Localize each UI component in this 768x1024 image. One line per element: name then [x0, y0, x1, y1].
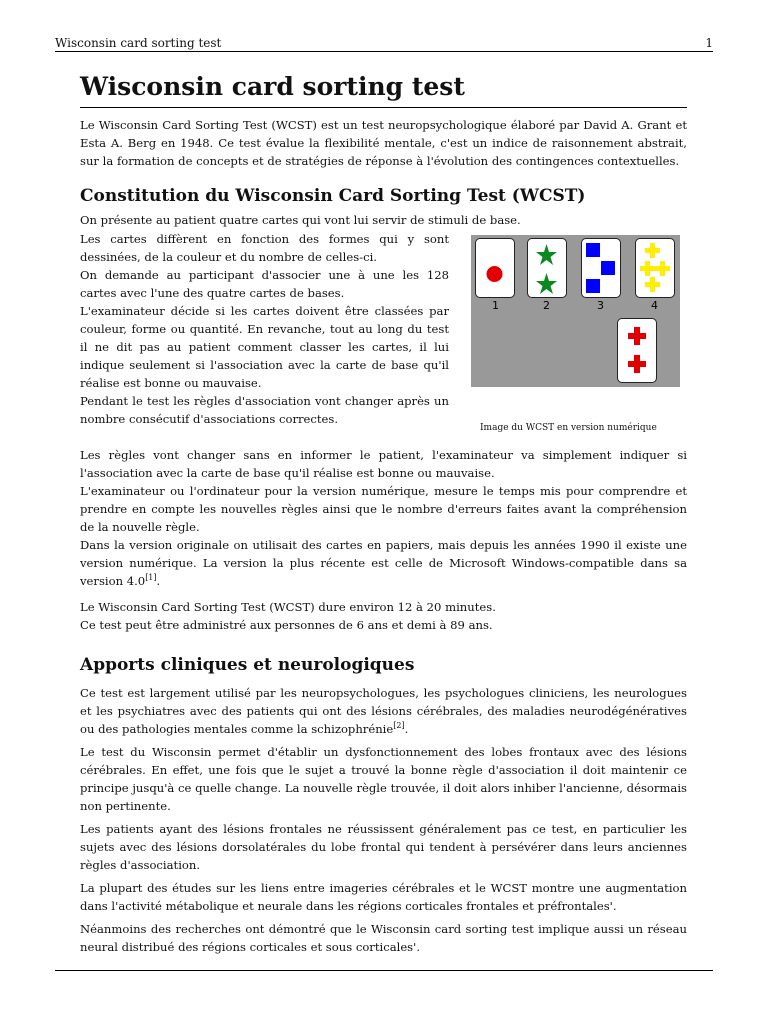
citation-link[interactable]: [1] — [145, 573, 157, 583]
stimulus-card-2 — [527, 238, 567, 298]
paragraph: On demande au participant d'associer une à une les 128 cartes avec l'une des quatre cartes de bases. — [80, 268, 449, 300]
article-body — [80, 70, 687, 956]
card-number-4: 4 — [651, 299, 658, 312]
stimulus-card-1 — [475, 238, 515, 298]
stimulus-card-4 — [635, 238, 675, 298]
paragraph: Le test du Wisconsin permet d'établir un dysfonctionnement des lobes frontaux avec des lésions cérébrales. En effet, une fois que le sujet a trouvé la bonne règle d'association il doit maintenir ce principe jusqu'à ce quelle change. La nouvelle règle trouvée, il doit alors inhiber l'ancienne, désormais non pertinente. — [80, 745, 687, 813]
circle-icon — [476, 239, 513, 296]
figure-caption: Image du WCST en version numérique — [480, 423, 657, 433]
page-header — [55, 36, 713, 52]
card-number-2: 2 — [543, 299, 550, 312]
figure-text-block — [80, 230, 687, 446]
card-number-3: 3 — [597, 299, 604, 312]
card-number-1: 1 — [492, 299, 499, 312]
square-icon — [582, 239, 619, 296]
footer-rule — [55, 970, 713, 971]
section-heading-apports: Apports cliniques et neurologiques — [80, 655, 415, 675]
paragraph: La plupart des études sur les liens entre imageries cérébrales et le WCST montre une augmentation dans l'activité métabolique et neurale dans les régions corticales frontales et préfrontales'. — [80, 881, 687, 913]
intro-paragraph: Le Wisconsin Card Sorting Test (WCST) est un test neuropsychologique élaboré par David A. Grant et Esta A. Berg en 1948. Ce test évalue la flexibilité mentale, c'est un indice de raisonnement abstrait, sur la formation de concepts et de stratégies de réponse à l'évolution des contingences contextuelles. — [80, 118, 687, 168]
paragraph: Ce test peut être administré aux personnes de 6 ans et demi à 89 ans. — [80, 618, 493, 632]
paragraph: Ce test est largement utilisé par les neuropsychologues, les psychologues cliniciens, les neurologues et les psychiatres avec des patients qui ont des lésions cérébrales, des maladies neurodégénératives ou des pathologies mentales comme la schizophrénie[2]. — [80, 686, 687, 736]
cross-icon — [636, 239, 673, 296]
star-icon — [528, 239, 565, 296]
paragraph: On présente au patient quatre cartes qui vont lui servir de stimuli de base. — [80, 213, 521, 227]
running-title: Wisconsin card sorting test — [55, 36, 222, 50]
paragraph: Le Wisconsin Card Sorting Test (WCST) dure environ 12 à 20 minutes. — [80, 600, 496, 614]
section-heading-constitution: Constitution du Wisconsin Card Sorting Test (WCST) — [80, 186, 586, 206]
citation-link[interactable]: [2] — [393, 721, 405, 731]
paragraph: Les règles vont changer sans en informer le patient, l'examinateur va simplement indiquer si l'association avec la carte de base qu'il réalise est bonne ou mauvaise. — [80, 448, 687, 480]
paragraph: Les patients ayant des lésions frontales ne réussissent généralement pas ce test, en particulier les sujets avec des lésions dorsolatérales du lobe frontal qui tendent à persévérer dans leurs anciennes règles d'association. — [80, 822, 687, 872]
paragraph: Néanmoins des recherches ont démontré que le Wisconsin card sorting test implique aussi un réseau neural distribué des régions corticales et sous corticales'. — [80, 922, 687, 954]
wrapped-text-column — [80, 230, 449, 428]
paragraph: Pendant le test les règles d'association vont changer après un nombre consécutif d'associations correctes. — [80, 394, 449, 426]
wcst-figure — [471, 235, 680, 387]
page-title: Wisconsin card sorting test — [80, 70, 687, 108]
paragraph: L'examinateur décide si les cartes doivent être classées par couleur, forme ou quantité. En revanche, tout au long du test il ne dit pas au patient comment classer les cartes, il lui indique seulement si l'association avec la carte de base qu'il réalise est bonne ou mauvaise. — [80, 304, 449, 390]
paragraph: L'examinateur ou l'ordinateur pour la version numérique, mesure le temps mis pour comprendre et prendre en compte les nouvelles règles ainsi que le nombre d'erreurs faites avant la compréhension de la nouvelle règle. — [80, 484, 687, 534]
page-number: 1 — [705, 36, 713, 50]
stimulus-card-3 — [581, 238, 621, 298]
response-card — [617, 318, 657, 383]
paragraph: Les cartes diffèrent en fonction des formes qui y sont dessinées, de la couleur et du nombre de celles-ci. — [80, 232, 449, 264]
cross-icon — [618, 319, 655, 381]
paragraph: Dans la version originale on utilisait des cartes en papiers, mais depuis les années 1990 il existe une version numérique. La version la plus récente est celle de Microsoft Windows-compatible dans sa version 4.0[1]. — [80, 538, 687, 588]
